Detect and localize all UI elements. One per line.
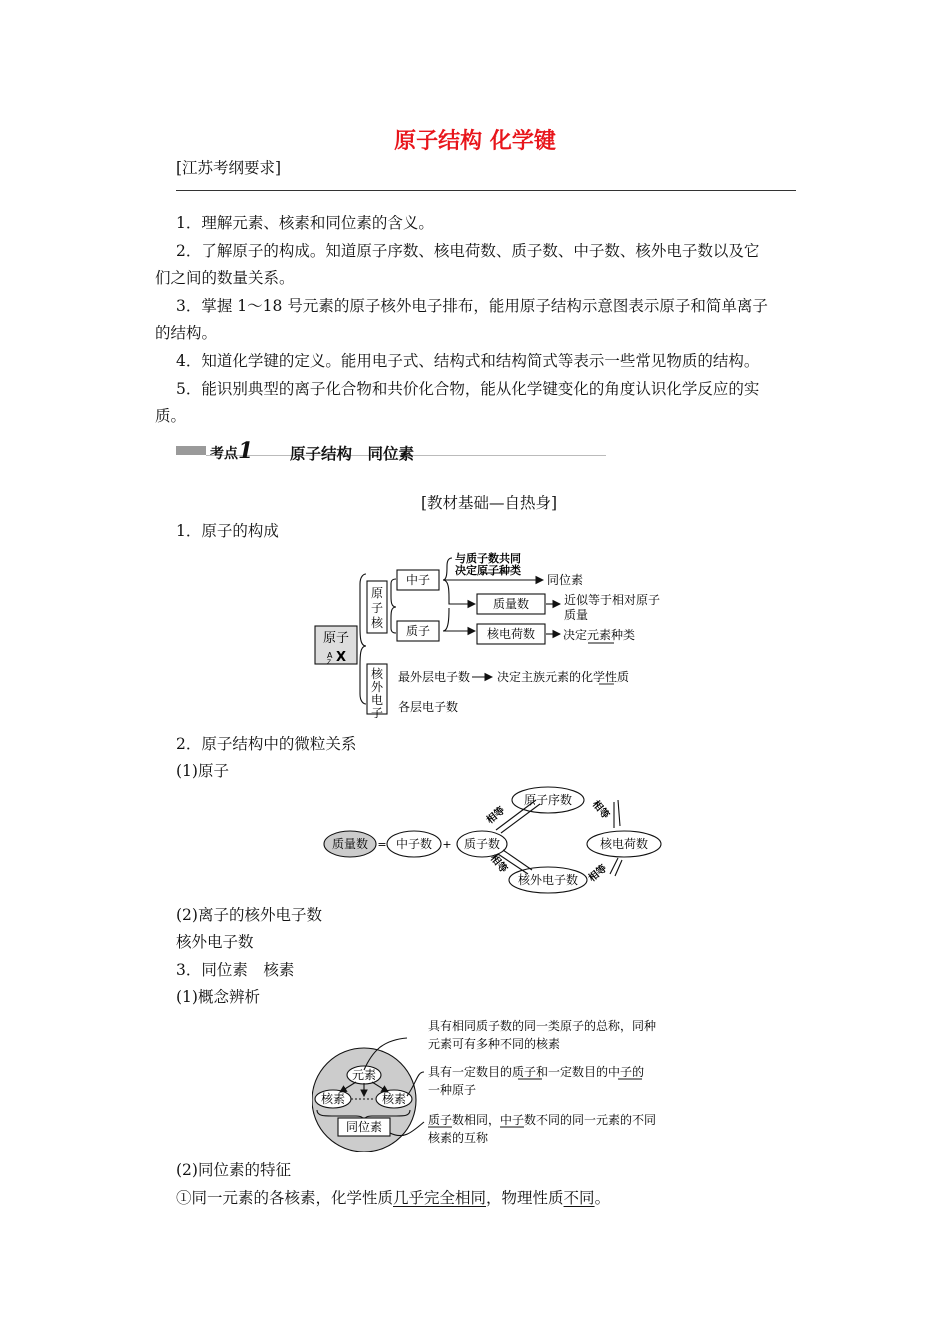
atom-composition-diagram (300, 546, 680, 722)
requirement-item-4: 4．知道化学键的定义。能用电子式、结构式和结构简式等表示一些常见物质的结构。 (176, 352, 760, 370)
neutron-count-oval: 中子数 (395, 837, 433, 851)
nuclide-left-oval: 核素 (320, 1092, 346, 1106)
svg-text:核: 核 (370, 667, 384, 681)
particle-relation-diagram (318, 786, 664, 898)
svg-text:A: A (327, 651, 333, 660)
requirement-item-5: 5．能识别典型的离子化合物和共价化合物，能从化学键变化的角度认识化学反应的实 (176, 380, 760, 398)
svg-text:相等: 相等 (484, 805, 508, 827)
svg-text:近似等于相对原子: 近似等于相对原子 (564, 593, 661, 607)
svg-text:质子数相同，中子数不同的同一元素的不同: 质子数相同，中子数不同的同一元素的不同 (428, 1113, 657, 1127)
kaodian-title: 原子结构 同位素 (290, 445, 415, 463)
subsection-title: [教材基础—自热身] (421, 494, 558, 512)
heading-isotope-nuclide: 3．同位素 核素 (176, 961, 295, 979)
heading-ion-electrons: (2)离子的核外电子数 (176, 906, 322, 924)
atomic-number-oval: 原子序数 (523, 793, 573, 807)
svg-text:各层电子数: 各层电子数 (398, 700, 459, 714)
svg-text:相等: 相等 (589, 798, 611, 822)
isotope-feature-1: ①同一元素的各核素，化学性质几乎完全相同，物理性质不同。 (176, 1189, 611, 1207)
svg-text:核: 核 (370, 616, 384, 630)
svg-text:元素可有多种不同的核素: 元素可有多种不同的核素 (428, 1037, 561, 1051)
svg-text:相等: 相等 (586, 863, 610, 885)
element-oval: 元素 (351, 1068, 377, 1082)
mass-number-label: 质量数 (492, 597, 530, 611)
atom-label: 原子 (322, 631, 350, 646)
page-title: 原子结构 化学键 (394, 129, 556, 154)
svg-text:与质子数共同: 与质子数共同 (455, 552, 521, 565)
heading-atom-composition: 1．原子的构成 (176, 522, 279, 540)
requirement-item-3: 3．掌握 1～18 号元素的原子核外电子排布，能用原子结构示意图表示原子和简单离子 (176, 297, 768, 315)
requirements-header: [江苏考纲要求] (176, 159, 282, 177)
svg-text:决定原子种类: 决定原子种类 (455, 564, 521, 577)
svg-text:具有一定数目的质子和一定数目的中子的: 具有一定数目的质子和一定数目的中子的 (428, 1065, 645, 1079)
proton-label: 质子 (405, 624, 431, 638)
electron-count-oval: 核外电子数 (517, 873, 579, 887)
concept-diagram (312, 1012, 682, 1152)
isotope-box: 同位素 (345, 1120, 383, 1134)
nuclide-right-oval: 核素 (381, 1092, 407, 1106)
svg-text:相等: 相等 (487, 852, 509, 876)
mass-number-oval: 质量数 (331, 837, 369, 851)
isotope-label: 同位素 (547, 573, 584, 587)
svg-text:=: = (377, 838, 387, 851)
svg-text:子: 子 (370, 601, 384, 615)
svg-text:一种原子: 一种原子 (428, 1083, 477, 1097)
svg-text:最外层电子数: 最外层电子数 (398, 670, 471, 684)
heading-atom: (1)原子 (176, 762, 229, 780)
svg-text:决定元素种类: 决定元素种类 (563, 628, 636, 642)
svg-text:外: 外 (370, 680, 384, 694)
requirement-item-3-cont: 的结构。 (155, 324, 218, 342)
requirement-item-1: 1．理解元素、核素和同位素的含义。 (176, 214, 434, 232)
kaodian-badge: 考点1 (210, 438, 254, 464)
svg-text:核素的互称: 核素的互称 (428, 1131, 489, 1145)
svg-text:质量: 质量 (564, 608, 589, 622)
nuclear-charge-oval: 核电荷数 (599, 837, 649, 851)
requirement-item-5-cont: 质。 (155, 407, 187, 425)
svg-text:X: X (336, 650, 347, 665)
requirement-item-2: 2．了解原子的构成。知道原子序数、核电荷数、质子数、中子数、核外电子数以及它 (176, 242, 760, 260)
divider-rule (176, 190, 796, 191)
svg-text:Z: Z (327, 659, 332, 666)
svg-text:具有相同质子数的同一类原子的总称，同种: 具有相同质子数的同一类原子的总称，同种 (428, 1019, 657, 1033)
nuclear-charge-label: 核电荷数 (486, 627, 536, 641)
heading-concept: (1)概念辨析 (176, 988, 260, 1006)
heading-particle-relations: 2．原子结构中的微粒关系 (176, 735, 357, 753)
requirement-item-2-cont: 们之间的数量关系。 (155, 269, 295, 287)
svg-text:子: 子 (370, 706, 384, 720)
kaodian-bar (176, 446, 206, 455)
svg-text:电: 电 (370, 693, 384, 707)
heading-isotope-features: (2)同位素的特征 (176, 1161, 291, 1179)
svg-text:原: 原 (370, 586, 384, 600)
svg-text:决定主族元素的化学性质: 决定主族元素的化学性质 (497, 670, 630, 684)
neutron-label: 中子 (405, 573, 431, 587)
proton-count-oval: 质子数 (463, 837, 501, 851)
svg-text:+: + (442, 838, 452, 851)
ion-electron-text: 核外电子数 (176, 933, 254, 951)
